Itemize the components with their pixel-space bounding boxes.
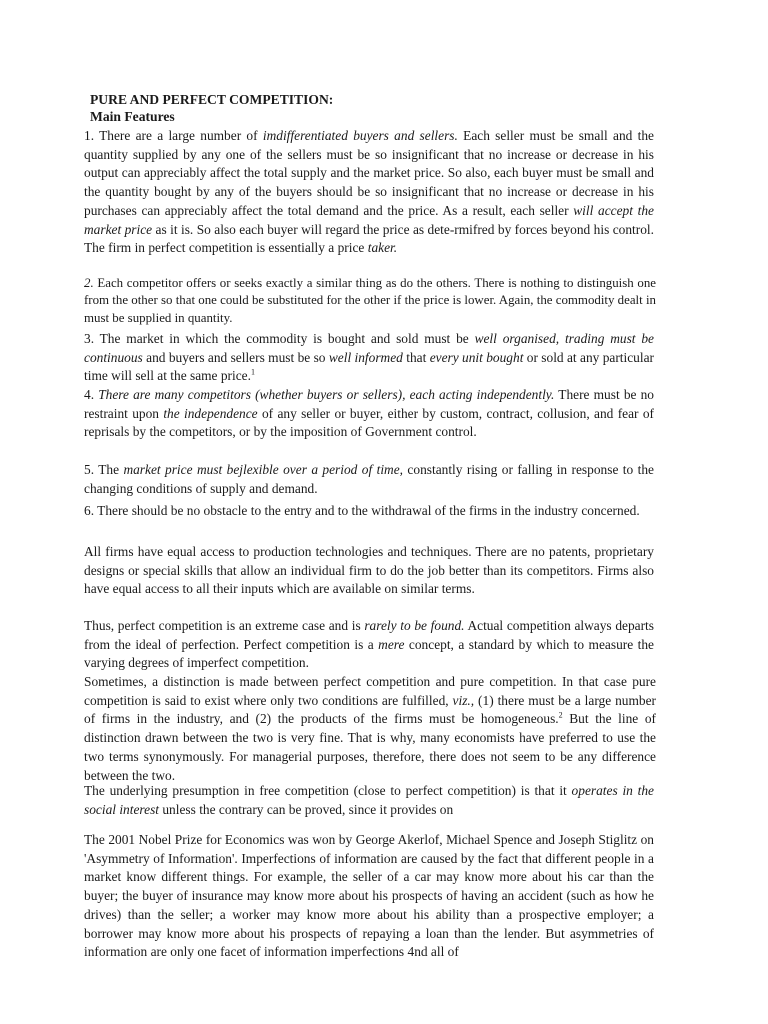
section-title: PURE AND PERFECT COMPETITION:	[90, 92, 334, 107]
body-paragraph-equal-access: All firms have equal access to production technologies and techniques. There are no patents, proprietary designs or special skills that allow an individual firm to do the job better than its competitors. Firms also have equal access to all their inputs which are available on similar terms.	[84, 544, 654, 597]
body-paragraph-presumption: The underlying presumption in free competition (close to perfect competition) is that it operates in the social interest unless the contrary can be proved, since it provides on	[84, 783, 654, 817]
feature-paragraph-6: 6. There should be no obstacle to the entry and to the withdrawal of the firms in the industry concerned.	[84, 503, 640, 518]
feature-paragraph-3: 3. The market in which the commodity is bought and sold must be well organised, trading must be continuous and buyers and sellers must be so well informed that every unit bought or sold at any particular time will sell at the same price.$^1$	[84, 331, 654, 384]
feature-paragraph-2: 2. Each competitor offers or seeks exactly a similar thing as do the others. There is nothing to distinguish one from the other so that one could be substituted for the other if the price is lower. Again, the commodity dealt in must be supplied in quantity.	[84, 276, 656, 325]
boxed-paragraph-nobel-prize: The 2001 Nobel Prize for Economics was won by George Akerlof, Michael Spence and Joseph Stiglitz on 'Asymmetry of Information'. Imperfections of information are caused by the fact that different people in a market know different things. For example, the seller of a car may know more about his car than the buyer; the buyer of insurance may know more about his prospects of having an accident (such as how he drives) than the seller; a worker may know more about his ability than a prospective employer; a borrower may know more about his prospects of repaying a loan than the lender. But asymmetries of information are only one facet of information imperfections 4nd all of	[84, 832, 654, 960]
body-paragraph-extreme-case: Thus, perfect competition is an extreme case and is rarely to be found. Actual competition always departs from the ideal of perfection. Perfect competition is a mere concept, a standard by which to measure the varying degrees of imperfect competition.	[84, 618, 654, 671]
footnote-ref: 2	[558, 710, 563, 720]
feature-paragraph-4: 4. There are many competitors (whether buyers or sellers), each acting independently. There must be no restraint upon the independence of any seller or buyer, either by custom, contract, collusion, and fear of reprisals by the competitors, or by the imposition of Government control.	[84, 387, 654, 440]
feature-paragraph-5: 5. The market price must bejlexible over a period of time, constantly rising or falling in response to the changing conditions of supply and demand.	[84, 462, 654, 496]
feature-paragraph-1: 1. There are a large number of imdifferentiated buyers and sellers. Each seller must be small and the quantity supplied by any one of the sellers must be so insignificant that no increase or decrease in his output can appreciably affect the total supply and the market price. So also, each buyer must be small and the quantity bought by any of the buyers should be so insignificant that no increase or decrease in his purchases can appreciably affect the total demand and the price. As a result, each seller will accept the market price as it is. So also each buyer will regard the price as dete-rmifred by forces beyond his control. The firm in perfect competition is essentially a price taker.	[84, 128, 654, 256]
body-paragraph-distinction: Sometimes, a distinction is made between perfect competition and pure competition. In that case pure competition is said to exist where only two conditions are fulfilled, viz., (1) there must be a large number of firms in the industry, and (2) the products of the firms must be homogeneous.$^2$ But the line of distinction drawn between the two is very fine. That is why, many economists have preferred to use the two terms synonymously. For managerial purposes, therefore, there does not seem to be any difference between the two.	[84, 674, 656, 783]
section-subtitle: Main Features	[90, 109, 175, 124]
footnote-ref: 1	[250, 367, 255, 377]
section-heading	[90, 91, 333, 125]
